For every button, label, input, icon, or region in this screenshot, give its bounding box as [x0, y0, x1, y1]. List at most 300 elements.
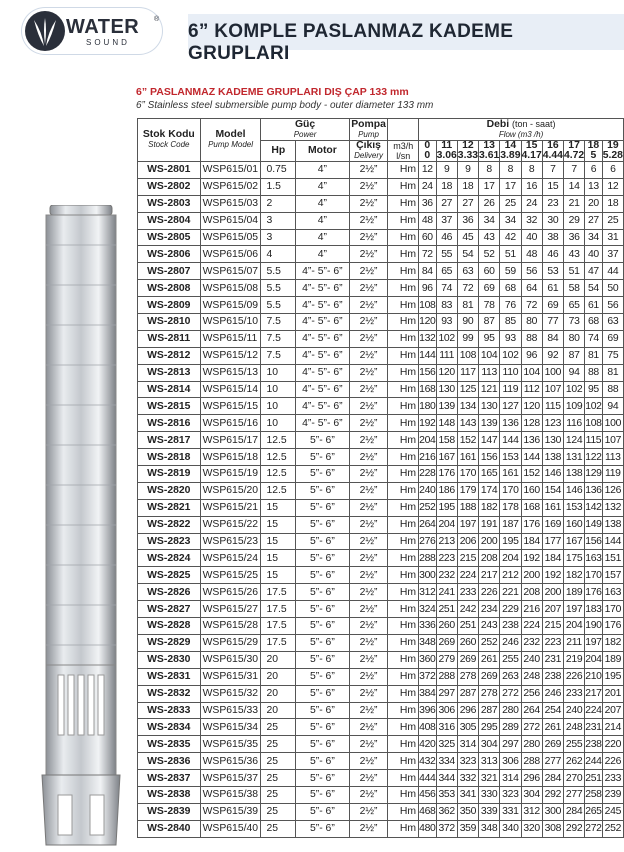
- head-value-cell: 160: [563, 516, 584, 533]
- hp-cell: 5.5: [261, 280, 296, 297]
- head-value-cell: 200: [479, 533, 500, 550]
- head-value-cell: 176: [602, 618, 623, 635]
- table-row: [138, 263, 624, 280]
- unit-cell: Hm: [388, 499, 419, 516]
- unit-cell: Hm: [388, 770, 419, 787]
- stock-code-cell: WS-2815: [138, 398, 201, 415]
- head-value-cell: 260: [436, 618, 457, 635]
- head-value-cell: 208: [521, 584, 542, 601]
- delivery-cell: 2½”: [349, 263, 388, 280]
- delivery-cell: 2½”: [349, 719, 388, 736]
- delivery-cell: 2½”: [349, 499, 388, 516]
- delivery-cell: 2½”: [349, 770, 388, 787]
- head-value-cell: 200: [542, 584, 563, 601]
- table-row: [138, 162, 624, 179]
- submersible-pump-image: [36, 205, 126, 850]
- head-value-cell: 83: [436, 297, 457, 314]
- head-value-cell: 279: [436, 651, 457, 668]
- head-value-cell: 195: [602, 668, 623, 685]
- delivery-cell: 2½”: [349, 516, 388, 533]
- head-value-cell: 251: [457, 618, 478, 635]
- head-value-cell: 211: [563, 634, 584, 651]
- hp-cell: 15: [261, 533, 296, 550]
- head-value-cell: 245: [602, 803, 623, 820]
- head-value-cell: 31: [602, 229, 623, 246]
- stock-code-cell: WS-2808: [138, 280, 201, 297]
- table-row: [138, 398, 624, 415]
- flow-col-0: 0 0: [419, 141, 436, 162]
- head-value-cell: 168: [521, 499, 542, 516]
- unit-cell: Hm: [388, 449, 419, 466]
- motor-cell: 5”- 6”: [296, 803, 350, 820]
- head-value-cell: 238: [585, 736, 602, 753]
- head-value-cell: 184: [542, 550, 563, 567]
- head-value-cell: 226: [602, 753, 623, 770]
- stock-code-cell: WS-2807: [138, 263, 201, 280]
- head-value-cell: 238: [500, 618, 521, 635]
- head-value-cell: 297: [436, 685, 457, 702]
- model-cell: WSP615/26: [200, 584, 261, 601]
- head-value-cell: 32: [521, 212, 542, 229]
- head-value-cell: 17: [500, 178, 521, 195]
- head-value-cell: 224: [457, 567, 478, 584]
- head-value-cell: 80: [563, 330, 584, 347]
- head-value-cell: 45: [457, 229, 478, 246]
- head-value-cell: 102: [436, 330, 457, 347]
- head-value-cell: 42: [500, 229, 521, 246]
- head-value-cell: 126: [602, 482, 623, 499]
- head-value-cell: 77: [542, 314, 563, 331]
- motor-cell: 5”- 6”: [296, 516, 350, 533]
- head-value-cell: 161: [542, 499, 563, 516]
- head-value-cell: 27: [457, 195, 478, 212]
- motor-cell: 5”- 6”: [296, 685, 350, 702]
- delivery-cell: 2½”: [349, 178, 388, 195]
- head-value-cell: 192: [419, 415, 436, 432]
- model-cell: WSP615/24: [200, 550, 261, 567]
- head-value-cell: 58: [563, 280, 584, 297]
- head-value-cell: 24: [521, 195, 542, 212]
- brand-logo: [22, 8, 162, 54]
- unit-cell: Hm: [388, 685, 419, 702]
- unit-cell: Hm: [388, 533, 419, 550]
- head-value-cell: 207: [602, 702, 623, 719]
- table-row: [138, 770, 624, 787]
- head-value-cell: 300: [542, 803, 563, 820]
- head-value-cell: 156: [585, 533, 602, 550]
- head-value-cell: 244: [585, 753, 602, 770]
- head-value-cell: 170: [602, 601, 623, 618]
- flow-col-6: 16 4.44: [542, 140, 563, 161]
- model-cell: WSP615/21: [200, 499, 261, 516]
- model-cell: WSP615/04: [200, 212, 261, 229]
- head-value-cell: 233: [563, 685, 584, 702]
- head-value-cell: 180: [419, 398, 436, 415]
- delivery-cell: 2½”: [349, 398, 388, 415]
- head-value-cell: 132: [602, 499, 623, 516]
- head-value-cell: 56: [602, 297, 623, 314]
- delivery-cell: 2½”: [349, 347, 388, 364]
- head-value-cell: 9: [457, 162, 478, 179]
- header-stock-code: Stok Kodu Stock Code: [138, 119, 201, 162]
- stock-code-cell: WS-2803: [138, 195, 201, 212]
- head-value-cell: 43: [563, 246, 584, 263]
- motor-cell: 5”- 6”: [296, 770, 350, 787]
- head-value-cell: 117: [457, 364, 478, 381]
- hp-cell: 17.5: [261, 618, 296, 635]
- head-value-cell: 334: [436, 753, 457, 770]
- header-hp: Hp: [261, 141, 296, 162]
- head-value-cell: 261: [542, 719, 563, 736]
- head-value-cell: 161: [457, 449, 478, 466]
- head-value-cell: 107: [602, 432, 623, 449]
- subtitle-turkish: 6” PASLANMAZ KADEME GRUPLARI DIŞ ÇAP 133 mm: [136, 86, 409, 98]
- hp-cell: 25: [261, 736, 296, 753]
- head-value-cell: 115: [585, 432, 602, 449]
- head-value-cell: 340: [500, 820, 521, 837]
- model-cell: WSP615/14: [200, 381, 261, 398]
- table-row: [138, 786, 624, 803]
- motor-cell: 4”- 5”- 6”: [296, 263, 350, 280]
- header-model: Model Pump Model: [200, 119, 261, 162]
- head-value-cell: 312: [521, 803, 542, 820]
- model-cell: WSP615/10: [200, 314, 261, 331]
- hp-cell: 10: [261, 364, 296, 381]
- delivery-cell: 2½”: [349, 803, 388, 820]
- head-value-cell: 25: [602, 212, 623, 229]
- motor-cell: 5”- 6”: [296, 719, 350, 736]
- head-value-cell: 208: [479, 550, 500, 567]
- stock-code-cell: WS-2802: [138, 178, 201, 195]
- head-value-cell: 51: [500, 246, 521, 263]
- head-value-cell: 396: [419, 702, 436, 719]
- header-pump: Pompa Pump: [349, 119, 388, 141]
- head-value-cell: 284: [542, 770, 563, 787]
- unit-cell: Hm: [388, 634, 419, 651]
- hp-cell: 12.5: [261, 466, 296, 483]
- head-value-cell: 138: [542, 449, 563, 466]
- unit-cell: Hm: [388, 516, 419, 533]
- table-row: [138, 466, 624, 483]
- head-value-cell: 59: [500, 263, 521, 280]
- stock-code-cell: WS-2811: [138, 330, 201, 347]
- head-value-cell: 176: [436, 466, 457, 483]
- head-value-cell: 108: [585, 415, 602, 432]
- head-value-cell: 12: [602, 178, 623, 195]
- head-value-cell: 74: [585, 330, 602, 347]
- head-value-cell: 72: [419, 246, 436, 263]
- motor-cell: 5”- 6”: [296, 753, 350, 770]
- head-value-cell: 111: [436, 347, 457, 364]
- head-value-cell: 13: [585, 178, 602, 195]
- delivery-cell: 2½”: [349, 246, 388, 263]
- head-value-cell: 336: [419, 618, 436, 635]
- head-value-cell: 339: [479, 803, 500, 820]
- pump-performance-table: [137, 118, 624, 838]
- delivery-cell: 2½”: [349, 482, 388, 499]
- head-value-cell: 260: [457, 634, 478, 651]
- unit-cell: Hm: [388, 398, 419, 415]
- head-value-cell: 136: [500, 415, 521, 432]
- unit-cell: Hm: [388, 651, 419, 668]
- head-value-cell: 184: [521, 533, 542, 550]
- table-row: [138, 280, 624, 297]
- head-value-cell: 95: [585, 381, 602, 398]
- head-value-cell: 73: [563, 314, 584, 331]
- head-value-cell: 23: [542, 195, 563, 212]
- head-value-cell: 167: [436, 449, 457, 466]
- table-row: [138, 297, 624, 314]
- head-value-cell: 146: [542, 466, 563, 483]
- hp-cell: 12.5: [261, 449, 296, 466]
- head-value-cell: 252: [602, 820, 623, 837]
- head-value-cell: 262: [563, 753, 584, 770]
- model-cell: WSP615/06: [200, 246, 261, 263]
- head-value-cell: 183: [585, 601, 602, 618]
- header-flow: Debi (ton - saat) Flow (m3 /h): [419, 119, 624, 141]
- delivery-cell: 2½”: [349, 634, 388, 651]
- model-cell: WSP615/08: [200, 280, 261, 297]
- flow-col-1: 11 3.06: [436, 140, 457, 161]
- delivery-cell: 2½”: [349, 601, 388, 618]
- head-value-cell: 163: [585, 550, 602, 567]
- table-row: [138, 584, 624, 601]
- delivery-cell: 2½”: [349, 567, 388, 584]
- head-value-cell: 34: [500, 212, 521, 229]
- head-value-cell: 54: [585, 280, 602, 297]
- stock-code-cell: WS-2830: [138, 651, 201, 668]
- table-row: [138, 330, 624, 347]
- head-value-cell: 323: [457, 753, 478, 770]
- head-value-cell: 277: [563, 786, 584, 803]
- head-value-cell: 252: [479, 634, 500, 651]
- head-value-cell: 239: [602, 786, 623, 803]
- head-value-cell: 216: [419, 449, 436, 466]
- head-value-cell: 100: [542, 364, 563, 381]
- head-value-cell: 215: [542, 618, 563, 635]
- head-value-cell: 149: [585, 516, 602, 533]
- head-value-cell: 182: [479, 499, 500, 516]
- unit-cell: Hm: [388, 314, 419, 331]
- head-value-cell: 192: [521, 550, 542, 567]
- delivery-cell: 2½”: [349, 820, 388, 837]
- model-cell: WSP615/07: [200, 263, 261, 280]
- head-value-cell: 238: [542, 668, 563, 685]
- head-value-cell: 144: [419, 347, 436, 364]
- head-value-cell: 344: [436, 770, 457, 787]
- head-value-cell: 190: [585, 618, 602, 635]
- head-value-cell: 288: [436, 668, 457, 685]
- head-value-cell: 160: [521, 482, 542, 499]
- head-value-cell: 272: [500, 685, 521, 702]
- hp-cell: 25: [261, 820, 296, 837]
- head-value-cell: 136: [521, 432, 542, 449]
- page-header: [0, 0, 624, 62]
- motor-cell: 5”- 6”: [296, 432, 350, 449]
- motor-cell: 4”: [296, 162, 350, 179]
- hp-cell: 0.75: [261, 162, 296, 179]
- head-value-cell: 186: [436, 482, 457, 499]
- head-value-cell: 21: [563, 195, 584, 212]
- head-value-cell: 51: [563, 263, 584, 280]
- motor-cell: 4”- 5”- 6”: [296, 314, 350, 331]
- head-value-cell: 85: [500, 314, 521, 331]
- head-value-cell: 331: [500, 803, 521, 820]
- head-value-cell: 221: [500, 584, 521, 601]
- head-value-cell: 170: [585, 567, 602, 584]
- model-cell: WSP615/22: [200, 516, 261, 533]
- head-value-cell: 188: [457, 499, 478, 516]
- head-value-cell: 251: [585, 770, 602, 787]
- head-value-cell: 408: [419, 719, 436, 736]
- stock-code-cell: WS-2816: [138, 415, 201, 432]
- head-value-cell: 219: [563, 651, 584, 668]
- header-power: Güç Power: [261, 119, 349, 141]
- stock-code-cell: WS-2832: [138, 685, 201, 702]
- delivery-cell: 2½”: [349, 415, 388, 432]
- hp-cell: 12.5: [261, 432, 296, 449]
- table-row: [138, 753, 624, 770]
- head-value-cell: 325: [436, 736, 457, 753]
- head-value-cell: 167: [563, 533, 584, 550]
- hp-cell: 25: [261, 719, 296, 736]
- model-cell: WSP615/25: [200, 567, 261, 584]
- motor-cell: 4”: [296, 229, 350, 246]
- head-value-cell: 224: [585, 702, 602, 719]
- hp-cell: 17.5: [261, 601, 296, 618]
- head-value-cell: 143: [457, 415, 478, 432]
- header-unit-blank: [388, 119, 419, 141]
- header-delivery: Çıkış Delivery: [349, 141, 388, 162]
- head-value-cell: 231: [585, 719, 602, 736]
- head-value-cell: 204: [563, 618, 584, 635]
- hp-cell: 1.5: [261, 178, 296, 195]
- head-value-cell: 432: [419, 753, 436, 770]
- hp-cell: 15: [261, 550, 296, 567]
- motor-cell: 5”- 6”: [296, 786, 350, 803]
- model-cell: WSP615/23: [200, 533, 261, 550]
- head-value-cell: 165: [479, 466, 500, 483]
- model-cell: WSP615/15: [200, 398, 261, 415]
- hp-cell: 15: [261, 516, 296, 533]
- motor-cell: 4”- 5”- 6”: [296, 347, 350, 364]
- head-value-cell: 88: [521, 330, 542, 347]
- head-value-cell: 46: [542, 246, 563, 263]
- unit-cell: Hm: [388, 229, 419, 246]
- stock-code-cell: WS-2820: [138, 482, 201, 499]
- head-value-cell: 288: [521, 753, 542, 770]
- head-value-cell: 248: [563, 719, 584, 736]
- head-value-cell: 231: [542, 651, 563, 668]
- head-value-cell: 295: [479, 719, 500, 736]
- model-cell: WSP615/05: [200, 229, 261, 246]
- unit-cell: Hm: [388, 719, 419, 736]
- head-value-cell: 289: [500, 719, 521, 736]
- model-cell: WSP615/31: [200, 668, 261, 685]
- stock-code-cell: WS-2824: [138, 550, 201, 567]
- head-value-cell: 68: [585, 314, 602, 331]
- header-motor: Motor: [296, 141, 350, 162]
- head-value-cell: 207: [542, 601, 563, 618]
- delivery-cell: 2½”: [349, 364, 388, 381]
- head-value-cell: 81: [457, 297, 478, 314]
- head-value-cell: 146: [563, 482, 584, 499]
- unit-cell: Hm: [388, 415, 419, 432]
- head-value-cell: 256: [521, 685, 542, 702]
- motor-cell: 5”- 6”: [296, 567, 350, 584]
- head-value-cell: 147: [479, 432, 500, 449]
- motor-cell: 5”- 6”: [296, 499, 350, 516]
- stock-code-cell: WS-2837: [138, 770, 201, 787]
- page-title: 6” KOMPLE PASLANMAZ KADEME GRUPLARI: [188, 21, 514, 64]
- motor-cell: 4”- 5”- 6”: [296, 297, 350, 314]
- head-value-cell: 48: [521, 246, 542, 263]
- motor-cell: 4”: [296, 212, 350, 229]
- head-value-cell: 153: [500, 449, 521, 466]
- stock-code-cell: WS-2840: [138, 820, 201, 837]
- head-value-cell: 350: [457, 803, 478, 820]
- header-units: m3/h l/sn: [388, 141, 419, 162]
- head-value-cell: 359: [457, 820, 478, 837]
- head-value-cell: 232: [521, 634, 542, 651]
- motor-cell: 5”- 6”: [296, 618, 350, 635]
- head-value-cell: 480: [419, 820, 436, 837]
- model-cell: WSP615/02: [200, 178, 261, 195]
- head-value-cell: 444: [419, 770, 436, 787]
- model-cell: WSP615/33: [200, 702, 261, 719]
- head-value-cell: 144: [521, 449, 542, 466]
- unit-cell: Hm: [388, 212, 419, 229]
- table-body: [138, 162, 624, 838]
- unit-cell: Hm: [388, 567, 419, 584]
- head-value-cell: 87: [479, 314, 500, 331]
- motor-cell: 4”- 5”- 6”: [296, 398, 350, 415]
- delivery-cell: 2½”: [349, 668, 388, 685]
- head-value-cell: 93: [500, 330, 521, 347]
- head-value-cell: 223: [436, 550, 457, 567]
- head-value-cell: 297: [500, 736, 521, 753]
- motor-cell: 5”- 6”: [296, 736, 350, 753]
- head-value-cell: 37: [436, 212, 457, 229]
- head-value-cell: 306: [500, 753, 521, 770]
- head-value-cell: 113: [602, 449, 623, 466]
- head-value-cell: 240: [419, 482, 436, 499]
- head-value-cell: 20: [585, 195, 602, 212]
- head-value-cell: 263: [500, 668, 521, 685]
- head-value-cell: 153: [563, 499, 584, 516]
- hp-cell: 3: [261, 212, 296, 229]
- model-cell: WSP615/36: [200, 753, 261, 770]
- model-cell: WSP615/38: [200, 786, 261, 803]
- head-value-cell: 37: [602, 246, 623, 263]
- delivery-cell: 2½”: [349, 651, 388, 668]
- head-value-cell: 72: [521, 297, 542, 314]
- model-cell: WSP615/01: [200, 162, 261, 179]
- stock-code-cell: WS-2809: [138, 297, 201, 314]
- head-value-cell: 269: [457, 651, 478, 668]
- motor-cell: 5”- 6”: [296, 634, 350, 651]
- head-value-cell: 304: [521, 786, 542, 803]
- delivery-cell: 2½”: [349, 702, 388, 719]
- head-value-cell: 14: [563, 178, 584, 195]
- head-value-cell: 7: [563, 162, 584, 179]
- head-value-cell: 233: [602, 770, 623, 787]
- table-row: [138, 803, 624, 820]
- head-value-cell: 296: [457, 702, 478, 719]
- head-value-cell: 241: [436, 584, 457, 601]
- unit-cell: Hm: [388, 482, 419, 499]
- head-value-cell: 50: [602, 280, 623, 297]
